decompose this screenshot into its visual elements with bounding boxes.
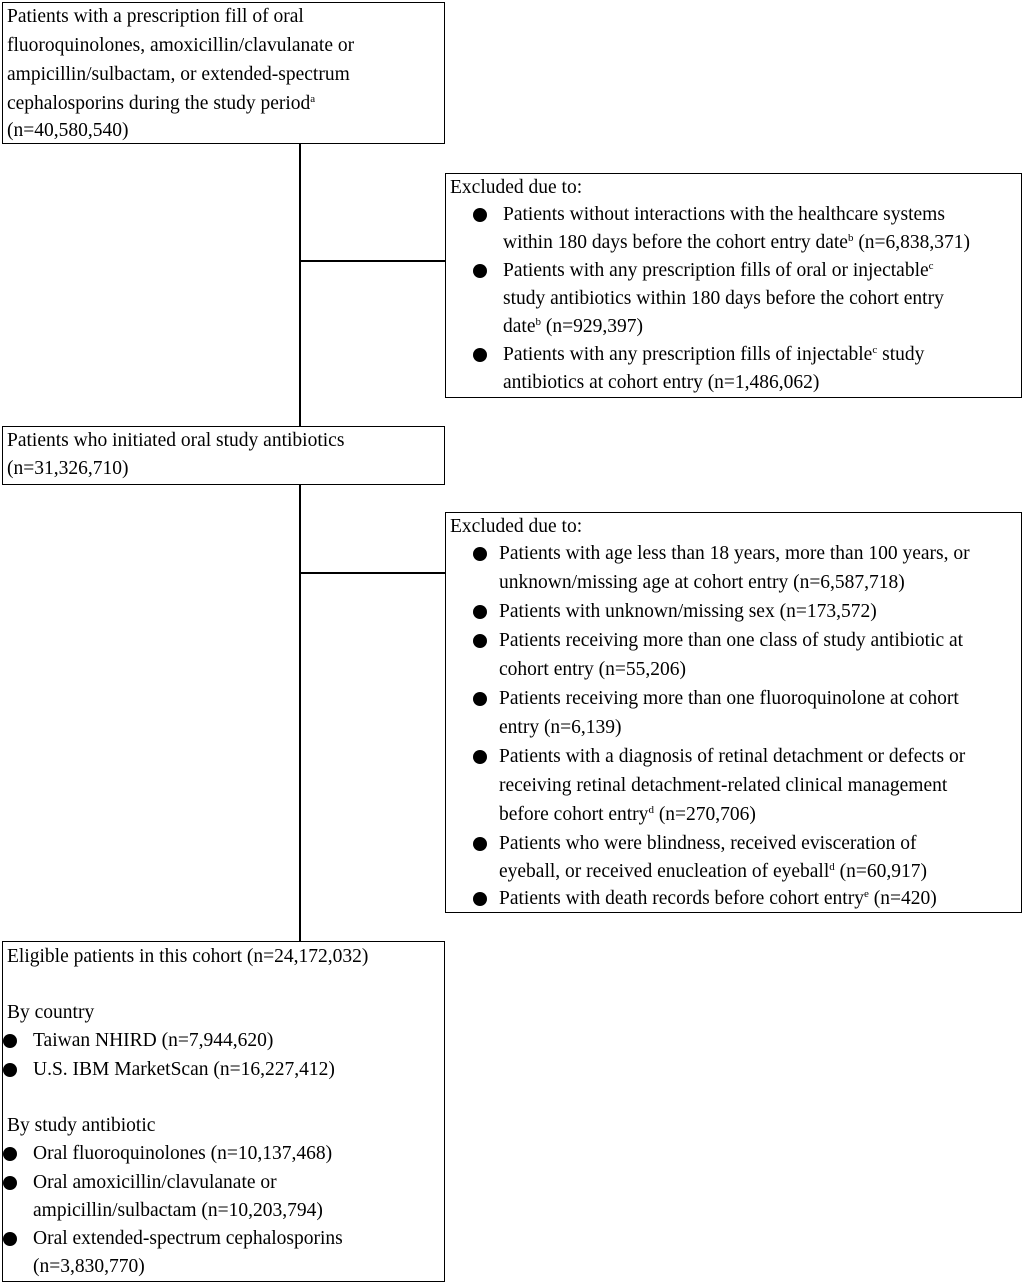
exclusion1-item2-line2: study antibiotics within 180 days before the cohort entry (503, 288, 944, 309)
exclusion2-item5-line3: before cohort entry$^d$ (n=270,706) (499, 804, 756, 825)
exclusion1-item2-line3: date$^b$ (n=929,397) (503, 316, 643, 337)
exclusion2-item4-line1: Patients receiving more than one fluoroquinolone at cohort (499, 688, 959, 709)
box2-count: (n=31,326,710) (7, 458, 129, 479)
exclusion1-item2-line1: Patients with any prescription fills of oral or injectable$^c$ (503, 260, 934, 281)
exclusion1-item1-line1: Patients without interactions with the healthcare systems (503, 204, 945, 225)
exclusion1-item3-line1: Patients with any prescription fills of injectable$^c$ study (503, 344, 925, 365)
connector-vertical-2 (299, 484, 301, 942)
antibiotic-item-3-line1: Oral extended-spectrum cephalosporins (33, 1228, 343, 1249)
antibiotic-item-2-line1: Oral amoxicillin/clavulanate or (33, 1172, 277, 1193)
bullet-icon (3, 1063, 17, 1077)
box3-title: Eligible patients in this cohort (n=24,172,032) (7, 946, 369, 967)
bullet-icon (473, 892, 487, 906)
exclusion2-title: Excluded due to: (450, 516, 583, 537)
bullet-icon (473, 634, 487, 648)
box1-line-3: ampicillin/sulbactam, or extended-spectrum (7, 64, 350, 85)
box1-count: (n=40,580,540) (7, 120, 129, 141)
exclusion2-item3-line1: Patients receiving more than one class of study antibiotic at (499, 630, 964, 651)
bullet-icon (473, 348, 487, 362)
by-country-heading: By country (7, 1002, 95, 1023)
connector-vertical-1 (299, 144, 301, 427)
exclusion2-item5-line2: receiving retinal detachment-related clinical management (499, 775, 948, 796)
exclusion2-item1-line1: Patients with age less than 18 years, more than 100 years, or (499, 543, 970, 564)
box1-line-4: cephalosporins during the study period$^a$ (7, 93, 316, 114)
bullet-icon (3, 1176, 17, 1190)
bullet-icon (473, 692, 487, 706)
bullet-icon (473, 837, 487, 851)
initiators-box (2, 426, 445, 485)
exclusion1-title: Excluded due to: (450, 177, 583, 198)
exclusion2-item4-line2: entry (n=6,139) (499, 717, 622, 738)
country-item-taiwan: Taiwan NHIRD (n=7,944,620) (33, 1030, 274, 1051)
bullet-icon (3, 1147, 17, 1161)
antibiotic-item-2-line2: ampicillin/sulbactam (n=10,203,794) (33, 1200, 323, 1221)
exclusion1-item3-line2: antibiotics at cohort entry (n=1,486,062) (503, 372, 820, 393)
exclusion-box-1 (445, 173, 1022, 398)
exclusion2-item3-line2: cohort entry (n=55,206) (499, 659, 686, 680)
bullet-icon (3, 1034, 17, 1048)
box2-line-1: Patients who initiated oral study antibiotics (7, 430, 345, 451)
initial-population-box (2, 2, 445, 144)
exclusion1-item1-line2: within 180 days before the cohort entry date$^b$ (n=6,838,371) (503, 232, 971, 253)
exclusion-box-2 (445, 512, 1022, 913)
antibiotic-item-1: Oral fluoroquinolones (n=10,137,468) (33, 1143, 333, 1164)
exclusion2-item6-line2: eyeball, or received enucleation of eyeball$^d$ (n=60,917) (499, 861, 927, 882)
bullet-icon (3, 1232, 17, 1246)
bullet-icon (473, 605, 487, 619)
country-item-us: U.S. IBM MarketScan (n=16,227,412) (33, 1059, 335, 1080)
bullet-icon (473, 264, 487, 278)
by-antibiotic-heading: By study antibiotic (7, 1115, 156, 1136)
connector-horizontal-1 (299, 260, 446, 262)
exclusion2-item7-line1: Patients with death records before cohort entry$^e$ (n=420) (499, 888, 937, 909)
footnote-a: a (310, 93, 316, 105)
exclusion2-item2-line1: Patients with unknown/missing sex (n=173,572) (499, 601, 877, 622)
box1-line-2: fluoroquinolones, amoxicillin/clavulanate or (7, 35, 355, 56)
bullet-icon (473, 208, 487, 222)
connector-horizontal-2 (299, 572, 446, 574)
box1-line-1: Patients with a prescription fill of oral (7, 6, 304, 27)
bullet-icon (473, 547, 487, 561)
exclusion2-item6-line1: Patients who were blindness, received evisceration of (499, 833, 917, 854)
exclusion2-item1-line2: unknown/missing age at cohort entry (n=6,587,718) (499, 572, 905, 593)
antibiotic-item-3-line2: (n=3,830,770) (33, 1256, 145, 1277)
eligible-cohort-box (2, 941, 445, 1282)
bullet-icon (473, 750, 487, 764)
exclusion2-item5-line1: Patients with a diagnosis of retinal detachment or defects or (499, 746, 966, 767)
